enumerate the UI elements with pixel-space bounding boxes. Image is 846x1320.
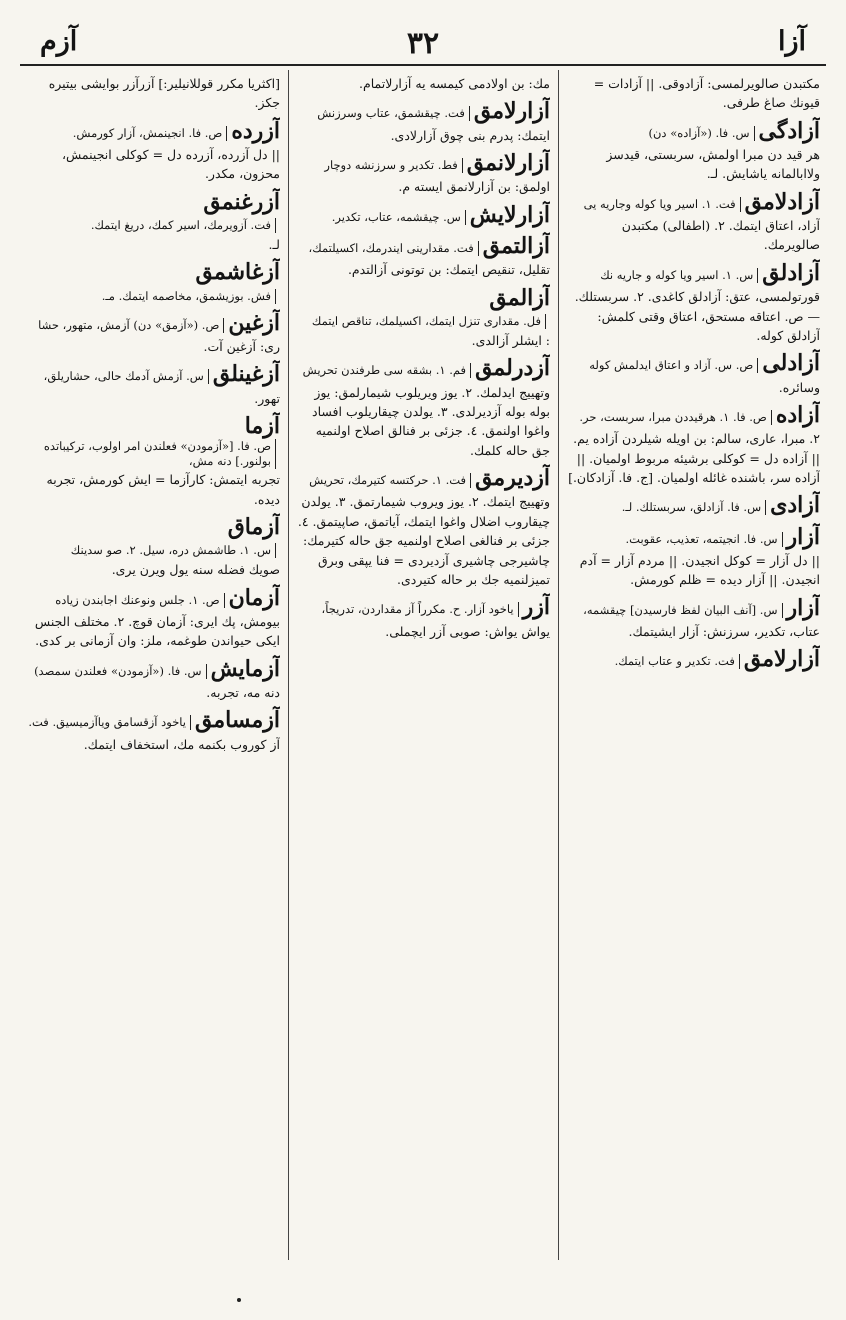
grammar-note: س. [آنف البيان لفظ فارسيدن] چيقشمه، xyxy=(583,603,782,618)
grammar-note: س. ١. طاشمش دره، سيل. ٢. صو سدينك xyxy=(71,543,276,558)
definition: ايتمك: پدرم بنى چوق آزارلادى. xyxy=(390,127,550,143)
dictionary-entry xyxy=(296,286,550,351)
headword: آزار xyxy=(786,594,820,621)
headword: آزما xyxy=(244,413,280,440)
grammar-note: فش. بوزيشمق، مخاصمه ايتمك. مـ. xyxy=(102,289,276,304)
dictionary-entry xyxy=(566,403,820,487)
dictionary-entry xyxy=(296,234,550,280)
dictionary-entry xyxy=(22,362,280,408)
running-head-right: آزا xyxy=(777,26,806,57)
continued-text: [اكثريا مكرر قوللانيلير:] آزرآزر بوايشى بيتيره جكز. xyxy=(48,76,280,111)
headword: آزمايش xyxy=(210,655,280,682)
dictionary-entry xyxy=(296,466,550,589)
headword: آزادى xyxy=(770,492,820,519)
running-head-left: آزم xyxy=(40,26,78,57)
grammar-note: فت. مقدارينى ايندرمك، اكسيلتمك، xyxy=(309,241,479,256)
column-separator xyxy=(558,70,559,1260)
grammar-note: فت. ١. اسير ويا كوله وجاريه يى xyxy=(584,197,741,212)
grammar-note: س. فا. آزادلق، سربستلك. لـ. xyxy=(622,500,766,515)
dictionary-entry xyxy=(566,261,820,345)
definition: آز كوروب بكنمه مك، استخفاف ايتمك. xyxy=(83,736,280,752)
headword: آزمسامق xyxy=(195,707,280,734)
headword: آزادلى xyxy=(762,350,820,377)
grammar-note: س. فا. انجيتمه، تعذيب، عقوبت. xyxy=(626,532,783,547)
headword: آزارلامق xyxy=(743,646,820,673)
definition: : ايشلر آزالدى. xyxy=(471,332,550,348)
dictionary-entry xyxy=(22,190,280,255)
definition: لـ. xyxy=(268,237,280,253)
dictionary-entry xyxy=(566,190,820,255)
definition: رى: آزغين آت. xyxy=(203,339,280,355)
grammar-note: فط. تكدير و سرزنشه دوچار xyxy=(324,158,462,173)
continued-text: مكتبدن صالويرلمسى: آزادوقى. || آزادات = قيونك صاغ طرفى. xyxy=(593,76,820,111)
headword: آزاده xyxy=(775,401,820,428)
definition: دنه مه، تجربه. xyxy=(206,685,280,701)
headword: آزغينلق xyxy=(212,361,280,388)
column-middle xyxy=(296,74,550,1274)
definition: وتهييج ايدلمك. ٢. يوز ويريلوب شيمارلمق: يوز بوله بوله آزديرلدى. ٣. يولدن چيقاريلوب افساد واغوا اولنمق. ٤. جزئى بر فنالق اصلاح اولنميه جق حاله كلمك. xyxy=(312,384,550,458)
dictionary-entry xyxy=(22,515,280,580)
definition: || دل آزرده، آزرده دل = كوكلى انجينمش، محزون، مكدر. xyxy=(61,147,280,182)
dictionary-entry xyxy=(22,311,280,357)
grammar-note: س. ١. اسير ويا كوله و جاريه نك xyxy=(600,268,758,283)
headword: آزار xyxy=(786,523,820,550)
dictionary-entry xyxy=(296,99,550,145)
grammar-note: س. چيقشمه، عتاب، تكدير. xyxy=(332,210,466,225)
headword: آزرغنمق xyxy=(203,188,280,215)
grammar-note: س. آزمش آدمك حالى، حشاريلق، xyxy=(44,369,209,384)
grammar-note: س. فا. («آزمودن» فعلندن سمصد) xyxy=(34,664,207,679)
definition: عتاب، تكدير، سرزنش: آزار ايشيتمك. xyxy=(628,624,820,639)
dictionary-entry xyxy=(22,119,280,184)
headword: آزديرمق xyxy=(475,465,550,492)
grammar-note: ص. فا. [«آزمودن» فعلندن امر اولوب، تركيباتده بولنور.] دنه مش، xyxy=(22,439,276,469)
dictionary-entry xyxy=(22,260,280,304)
definition: اولمق: بن آزارلانمق ايسته م. xyxy=(398,179,550,195)
dictionary-entry xyxy=(566,647,820,672)
dictionary-entry xyxy=(566,351,820,397)
dictionary-entry xyxy=(296,356,550,460)
grammar-note: فت. ١. حركتسه كتيرمك، تحريش xyxy=(309,473,471,488)
headword: آزارلايش xyxy=(469,201,550,228)
dictionary-entry xyxy=(566,596,820,642)
column-separator xyxy=(288,70,289,1260)
definition: هر قيد دن مبرا اولمش، سربستى، قيدسز ولاابالمانه ياشايش. لـ. xyxy=(606,147,820,182)
headword: آزارلانمق xyxy=(466,150,550,177)
definition: ٢. مبرا، عارى، سالم: بن اويله شيلردن آزاده يم. || آزاده دل = كوكلى برشيئه مربوط اولميان. || آزاده سر، باشنده غائله اولميان. [ج. فا. آزادكان.] xyxy=(568,431,820,485)
dictionary-entry xyxy=(22,657,280,703)
headword: آزماق xyxy=(227,514,280,541)
headword: آزر xyxy=(522,594,550,621)
grammar-note: ص. س. آزاد و اعتاق ايدلمش كوله xyxy=(589,358,758,373)
headword: آزمان xyxy=(228,584,280,611)
dictionary-entry xyxy=(566,493,820,518)
dictionary-entry xyxy=(296,151,550,197)
dictionary-entry xyxy=(22,708,280,754)
definition: وتهييج ايتمك. ٢. يوز ويروب شيمارتمق. ٣. يولدن چيقاروب اضلال واغوا ايتمك، آياتمق، صاپيتمق. ٤. جزئى بر فنالغى اصلاح اولنميه جق حاله كتيرمك: چاشيرجى چاشيرى آزديردى = فنا يپقى وبرق تميزلنميه جك بر حاله كتيردى. xyxy=(297,494,550,587)
headword: آزادلامق xyxy=(744,188,820,215)
dictionary-entry xyxy=(566,525,820,590)
headword: آزالمق xyxy=(489,284,550,311)
dictionary-entry xyxy=(22,414,280,509)
dictionary-entry xyxy=(566,119,820,184)
grammar-note: فل. مقدارى تنزل ايتمك، اكسيلمك، تناقص ايتمك xyxy=(312,314,546,329)
grammar-note: فت. تكدير و عتاب ايتمك. xyxy=(615,654,740,669)
definition: صويك فضله سنه يول ويرن يرى. xyxy=(111,562,280,578)
grammar-note: ياخود آزار. ح. مكرراً آز مقداردن، تدريجاً، xyxy=(322,602,519,617)
column-right xyxy=(566,74,820,1274)
headword: آزادلق xyxy=(762,259,820,286)
dictionary-entry xyxy=(22,586,280,651)
definition: بيومش، پك ايرى: آزمان قوچ. ٢. مختلف الجنس ايكى حيواندن طوغمه، ملز: وان آزمانى بر كدى. xyxy=(34,614,280,649)
grammar-note: ياخود آزقسامق وياآزميسيق. فت. xyxy=(28,715,191,730)
headword: آزرده xyxy=(231,117,280,144)
grammar-note: ص. فا. انجينمش، آزار كورمش. xyxy=(73,126,228,141)
page-header xyxy=(20,20,826,64)
column-left xyxy=(22,74,280,1274)
grammar-note: ص. («آزمق» دن) آزمش، متهور، حشا xyxy=(38,318,224,333)
dictionary-entry xyxy=(296,203,550,228)
header-rule xyxy=(20,64,826,66)
grammar-note: ص. ١. جلس ونوعنك اجابندن زياده xyxy=(55,593,224,608)
continued-text: مك: بن اولادمى كيمسه يه آزارلاتمام. xyxy=(359,76,550,91)
headword: آزغاشمق xyxy=(195,259,280,286)
definition: وسائره. xyxy=(778,379,820,395)
definition: آزاد، اعتاق ايتمك. ٢. (اطفالى) مكتبدن صالويرمك. xyxy=(621,218,820,253)
page-number: ٣٢ xyxy=(406,26,440,61)
headword: آزالتمق xyxy=(482,233,550,260)
definition: تجربه ايتمش: كارآزما = ايش كورمش، تجربه ديده. xyxy=(46,472,280,507)
definition: يواش يواش: صوبى آزر ايچملى. xyxy=(385,623,550,639)
dictionary-entry xyxy=(296,595,550,641)
definition: تهور. xyxy=(254,390,280,406)
grammar-note: ص. فا. ١. هرقيددن مبرا، سربست، حر. xyxy=(579,410,771,425)
definition: قورتولمسى، عتق: آزادلق كاغدى. ٢. سربستلك. — ص. اعتاقه مستحق، اعتاق وقتى كلمش: آزادلق كوله. xyxy=(574,289,820,343)
definition: || دل آزار = كوكل انجيدن. || مردم آزار = آدم انجيدن. || آزار ديده = ظلم كورمش. xyxy=(579,552,820,588)
headword: آزادگى xyxy=(758,117,820,144)
grammar-note: فت. آزويرمك، اسير كمك، دريغ ايتمك. xyxy=(91,218,276,233)
grammar-note: فم. ١. بشقه سى طرفندن تحريش xyxy=(303,363,471,378)
headword: آزدرلمق xyxy=(475,355,550,382)
grammar-note: فت. چيقشمق، عتاب وسرزنش xyxy=(317,106,470,121)
ink-dot xyxy=(237,1298,241,1302)
headword: آزارلامق xyxy=(473,98,550,125)
definition: تقليل، تنقيص ايتمك: بن توتونى آزالتدم. xyxy=(347,262,550,278)
grammar-note: س. فا. («آزاده» دن) xyxy=(649,126,755,141)
headword: آزغين xyxy=(228,309,280,336)
